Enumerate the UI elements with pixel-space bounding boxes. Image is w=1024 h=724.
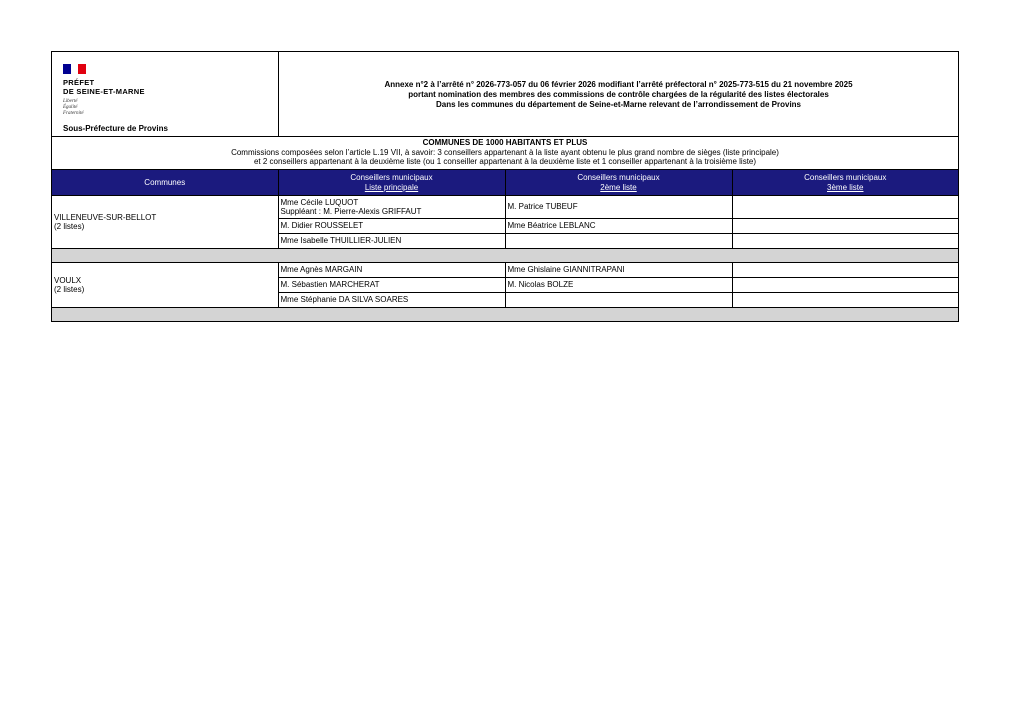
annex-sheet <box>51 51 959 322</box>
main-list-cell: M. Sébastien MARCHERAT <box>278 278 505 293</box>
second-list-cell <box>505 293 732 308</box>
document-header <box>52 52 958 137</box>
table-row <box>52 263 958 278</box>
motto-egalite: Égalité <box>63 105 78 110</box>
second-list-cell: M. Patrice TUBEUF <box>505 196 732 219</box>
section-heading <box>52 137 958 169</box>
separator-row <box>52 308 958 322</box>
separator-row <box>52 249 958 263</box>
commune-cell <box>52 196 278 249</box>
commune-name: VOULX <box>54 275 82 285</box>
header-second-list: Conseillers municipaux 2ème liste <box>505 170 732 196</box>
title-line2: portant nomination des membres des commissions de contrôle chargées de la régularité des listes électorales <box>408 90 829 99</box>
header-main-list: Conseillers municipaux Liste principale <box>278 170 505 196</box>
third-list-cell <box>732 234 958 249</box>
third-list-cell <box>732 263 958 278</box>
prefect-name <box>63 78 145 96</box>
title-line3: Dans les communes du département de Seine-et-Marne relevant de l’arrondissement de Provins <box>436 100 801 109</box>
section-title: COMMUNES DE 1000 HABITANTS ET PLUS <box>422 138 588 147</box>
title-line1: Annexe n°2 à l’arrêté n° 2026-773-057 du 06 février 2026 modifiant l’arrêté préfectoral n° 2025-773-515 du 21 novembre 2025 <box>384 80 853 89</box>
third-list-cell <box>732 219 958 234</box>
third-list-cell <box>732 293 958 308</box>
document-title <box>279 52 958 136</box>
subprefecture-name: Sous-Préfecture de Provins <box>63 124 168 133</box>
table-row <box>52 196 958 219</box>
second-list-cell: Mme Ghislaine GIANNITRAPANI <box>505 263 732 278</box>
main-list-cell: Mme Isabelle THUILLIER-JULIEN <box>278 234 505 249</box>
main-list-cell: M. Didier ROUSSELET <box>278 219 505 234</box>
motto-liberte: Liberté <box>63 99 78 104</box>
section-description-line2: et 2 conseillers appartenant à la deuxième liste (ou 1 conseiller appartenant à la deuxième liste et 1 conseiller appartenant à la troisième liste) <box>253 157 757 166</box>
republic-motto <box>63 99 84 117</box>
main-list-cell: Mme Stéphanie DA SILVA SOARES <box>278 293 505 308</box>
french-flag-icon <box>63 64 86 74</box>
third-list-cell <box>732 196 958 219</box>
commune-list-count: (2 listes) <box>54 222 85 231</box>
commune-cell <box>52 263 278 308</box>
second-list-cell <box>505 234 732 249</box>
main-list-cell: Mme Cécile LUQUOT Suppléant : M. Pierre-Alexis GRIFFAUT <box>278 196 505 219</box>
main-list-cell: Mme Agnès MARGAIN <box>278 263 505 278</box>
second-list-cell: M. Nicolas BOLZE <box>505 278 732 293</box>
header-third-list: Conseillers municipaux 3ème liste <box>732 170 958 196</box>
table-header-row <box>52 170 958 196</box>
commune-list-count: (2 listes) <box>54 285 85 294</box>
commune-name: VILLENEUVE-SUR-BELLOT <box>54 212 157 222</box>
second-list-cell: Mme Béatrice LEBLANC <box>505 219 732 234</box>
commissions-table <box>52 169 958 321</box>
section-description-line1: Commissions composées selon l’article L.19 VII, à savoir: 3 conseillers appartenant à la liste ayant obtenu le plus grand nombre de sièges (liste principale) <box>231 147 779 157</box>
motto-fraternite: Fraternité <box>63 111 84 116</box>
header-communes: Communes <box>52 170 278 196</box>
prefect-line2: DE SEINE-ET-MARNE <box>63 87 145 96</box>
prefecture-logo-block <box>52 52 279 136</box>
third-list-cell <box>732 278 958 293</box>
prefect-line1: PRÉFET <box>63 78 95 87</box>
